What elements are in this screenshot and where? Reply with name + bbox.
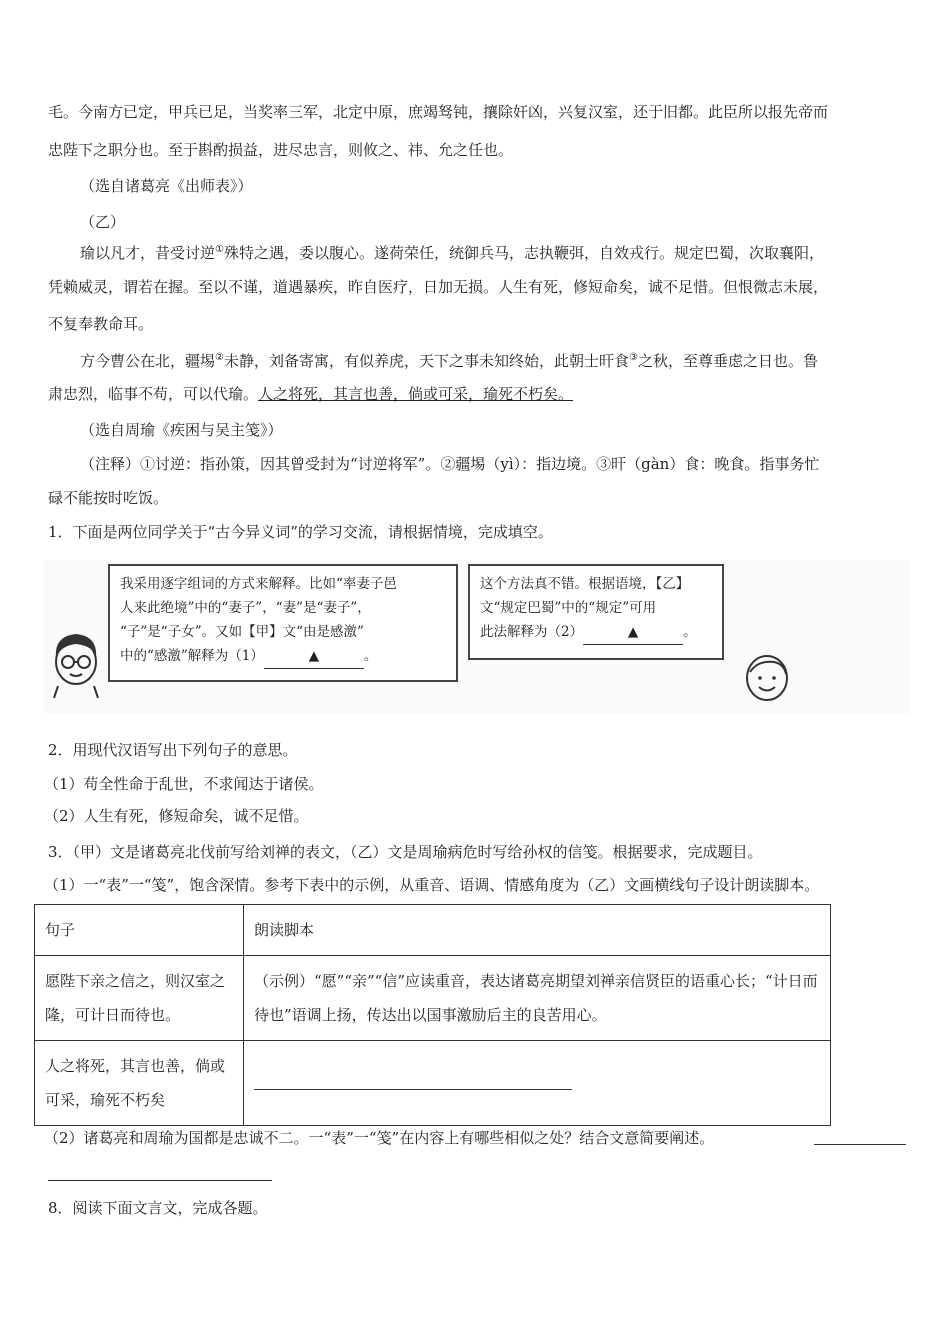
notes-line: 碌不能按时吃饭。 (48, 489, 169, 507)
question-3-2: （2）诸葛亮和周瑜为国都是忠诚不二。一“表”一“笺”在内容上有哪些相似之处？结合文意简要阐述。 (44, 1129, 715, 1147)
source-jia: （选自诸葛亮《出师表》） (80, 177, 253, 195)
table-cell: （示例）“愿”“亲”“信”应读重音，表达诸葛亮期望刘禅亲信贤臣的语重心长；“计日而待也”语调上扬，传达出以国事激励后主的良苦用心。 (244, 956, 831, 1041)
passage-yi-line: 方今曹公在北，疆埸②未静，刘备寄寓，有似养虎，天下之事未知终始，此朝士旰食③之秋，至尊垂虑之日也。鲁 (80, 352, 818, 370)
question-1: 1．下面是两位同学关于“古今异义词”的学习交流，请根据情境，完成填空。 (48, 523, 553, 541)
underlined-sentence: 人之将死，其言也善，倘或可采，瑜死不朽矣。 (258, 385, 574, 403)
passage-yi-line: 不复奉教命耳。 (48, 315, 154, 333)
question-2-2: （2）人生有死，修短命矣，诚不足惜。 (44, 807, 309, 825)
answer-line[interactable] (814, 1144, 906, 1145)
passage-yi-line: 瑜以凡才，昔受讨逆①殊特之遇，委以腹心。遂荷荣任，统御兵马，志执鞭弭，自效戎行。规定巴蜀，次取襄阳， (80, 244, 824, 262)
question-2-1: （1）苟全性命于乱世，不求闻达于诸侯。 (44, 775, 324, 793)
table-header: 句子 (35, 905, 244, 956)
label-yi: （乙） (80, 213, 126, 231)
answer-blank-2[interactable]: ▲ (583, 620, 683, 645)
reading-script-table (34, 904, 831, 1126)
answer-blank-1[interactable]: ▲ (264, 644, 364, 669)
smiling-girl-icon (744, 652, 790, 704)
passage-yi-line: 肃忠烈，临事不苟，可以代瑜。人之将死，其言也善，倘或可采，瑜死不朽矣。 (48, 385, 574, 403)
table-cell: 愿陛下亲之信之，则汉室之隆，可计日而待也。 (35, 956, 244, 1041)
answer-cell[interactable] (244, 1041, 831, 1126)
source-yi: （选自周瑜《疾困与吴主笺》） (80, 421, 283, 439)
passage-jia-line: 忠陛下之职分也。至于斟酌损益，进尽忠言，则攸之、祎、允之任也。 (48, 141, 514, 159)
question-8: 8．阅读下面文言文，完成各题。 (48, 1199, 268, 1217)
question-3: 3．（甲）文是诸葛亮北伐前写给刘禅的表文，（乙）文是周瑜病危时写给孙权的信笺。根据要求，完成题目。 (48, 843, 763, 861)
passage-jia-line: 毛。今南方已定，甲兵已足，当奖率三军，北定中原，庶竭驽钝，攘除奸凶，兴复汉室，还于旧都。此臣所以报先帝而 (48, 103, 829, 121)
notes-line: （注释）①讨逆：指孙策，因其曾受封为“讨逆将军”。②疆埸（yì）：指边境。③旰（gàn）食：晚食。指事务忙 (80, 455, 820, 473)
table-header: 朗读脚本 (244, 905, 831, 956)
question-3-1: （1）一“表”一“笺”，饱含深情。参考下表中的示例，从重音、语调、情感角度为（乙）文画横线句子设计朗读脚本。 (44, 876, 820, 894)
boy-with-glasses-icon (48, 628, 104, 698)
left-speech-bubble: 我采用逐字组词的方式来解释。比如“率妻子邑 人来此绝境”中的“妻子”，“妻”是“妻子”， “子”是“子女”。又如【甲】文“由是感激” 中的“感激”解释为（1） ▲ 。 (108, 564, 458, 682)
dialogue-illustration (44, 560, 910, 714)
question-2: 2．用现代汉语写出下列句子的意思。 (48, 741, 298, 759)
table-cell: 人之将死，其言也善，倘或可采，瑜死不朽矣 (35, 1041, 244, 1126)
right-speech-bubble: 这个方法真不错。根据语境，【乙】 文“规定巴蜀”中的“规定”可用 此法解释为（2） ▲ 。 (468, 564, 724, 660)
answer-line[interactable] (48, 1180, 272, 1181)
passage-yi-line: 凭赖威灵，谓若在握。至以不谨，道遇暴疾，昨自医疗，日加无损。人生有死，修短命矣，诚不足惜。但恨微志未展， (48, 278, 829, 296)
